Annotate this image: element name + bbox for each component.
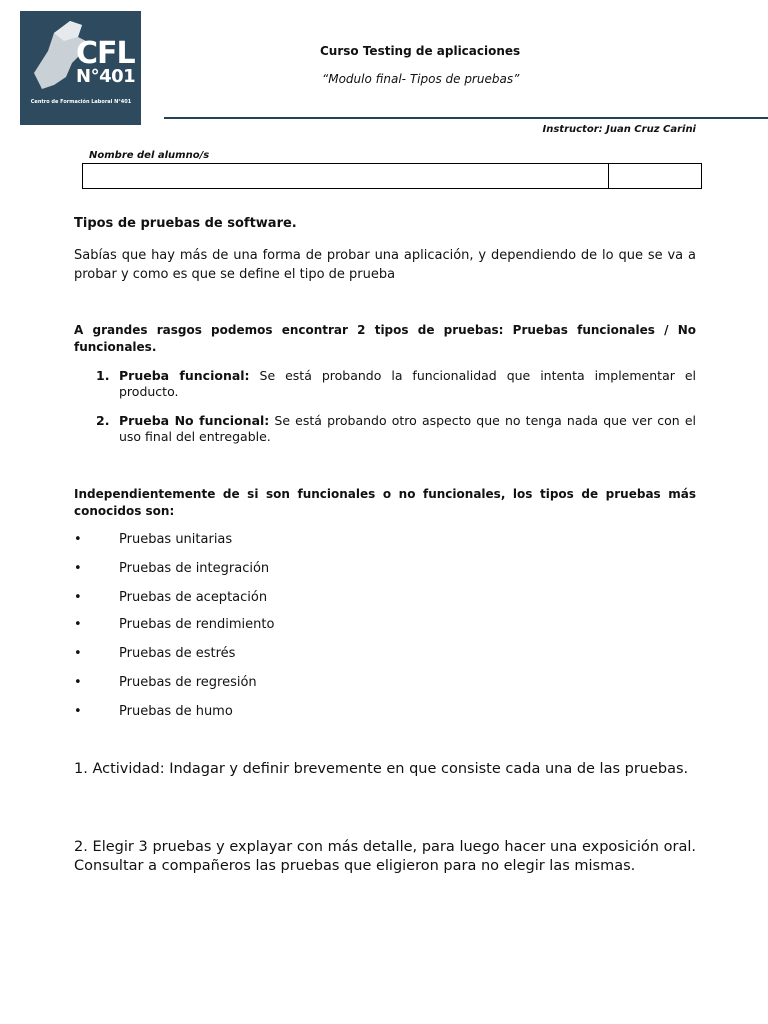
- bullet-icon: •: [74, 646, 82, 661]
- module-subtitle: “Modulo final- Tipos de pruebas”: [322, 72, 520, 86]
- bullet-icon: •: [74, 532, 82, 547]
- item-text: Se está probando otro aspecto que no tenga nada que ver con el uso final del entregable.: [119, 413, 696, 444]
- student-name-field[interactable]: [82, 163, 702, 189]
- list-item-text: Pruebas de rendimiento: [119, 617, 275, 632]
- instructor-label: Instructor: Juan Cruz Carini: [542, 124, 696, 135]
- activity-paragraph: 1. Actividad: Indagar y definir brevemente en que consiste cada una de las pruebas.: [74, 761, 689, 777]
- item-number: 1.: [96, 368, 110, 383]
- summary-paragraph: A grandes rasgos podemos encontrar 2 tipos de pruebas: Pruebas funcionales / No funcionales.: [74, 323, 696, 354]
- logo-subtitle: Centro de Formación Laboral N°401: [30, 99, 132, 105]
- list-item-text: Pruebas de humo: [119, 704, 233, 719]
- list-item-text: Pruebas unitarias: [119, 532, 233, 547]
- list-intro-paragraph: Independientemente de si son funcionales o no funcionales, los tipos de pruebas más conocidos son:: [74, 487, 696, 518]
- list-item-text: Pruebas de integración: [119, 561, 270, 576]
- bullet-icon: •: [74, 590, 82, 605]
- bullet-icon: •: [74, 561, 82, 576]
- bullet-icon: •: [74, 704, 82, 719]
- bullet-icon: •: [74, 617, 82, 632]
- intro-paragraph: Sabías que hay más de una forma de probar una aplicación, y dependiendo de lo que se va a probar y como es que se define el tipo de prueba: [74, 248, 696, 282]
- list-item-text: Pruebas de aceptación: [119, 590, 268, 605]
- bullet-icon: •: [74, 675, 82, 690]
- logo-number: N°401: [76, 66, 136, 87]
- item-term: Prueba No funcional:: [119, 413, 270, 428]
- logo-text: CFL: [76, 36, 135, 71]
- item-text: Se está probando la funcionalidad que intenta implementar el producto.: [119, 368, 696, 399]
- section-title: Tipos de pruebas de software.: [74, 216, 297, 231]
- numbered-item: [96, 413, 696, 445]
- student-name-label: Nombre del alumno/s: [89, 150, 210, 161]
- item-term: Prueba funcional:: [119, 368, 250, 383]
- field-divider: [608, 164, 609, 188]
- list-item-text: Pruebas de regresión: [119, 675, 257, 690]
- activity-paragraph: 2. Elegir 3 pruebas y explayar con más detalle, para luego hacer una exposición oral. Consultar a compañeros las pruebas que eligieron para no elegir las mismas.: [74, 839, 696, 874]
- header-divider: [164, 117, 768, 119]
- item-number: 2.: [96, 413, 110, 428]
- course-title: Curso Testing de aplicaciones: [320, 44, 521, 58]
- cfl-logo: [20, 11, 141, 125]
- list-item-text: Pruebas de estrés: [119, 646, 236, 661]
- numbered-item: [96, 368, 696, 400]
